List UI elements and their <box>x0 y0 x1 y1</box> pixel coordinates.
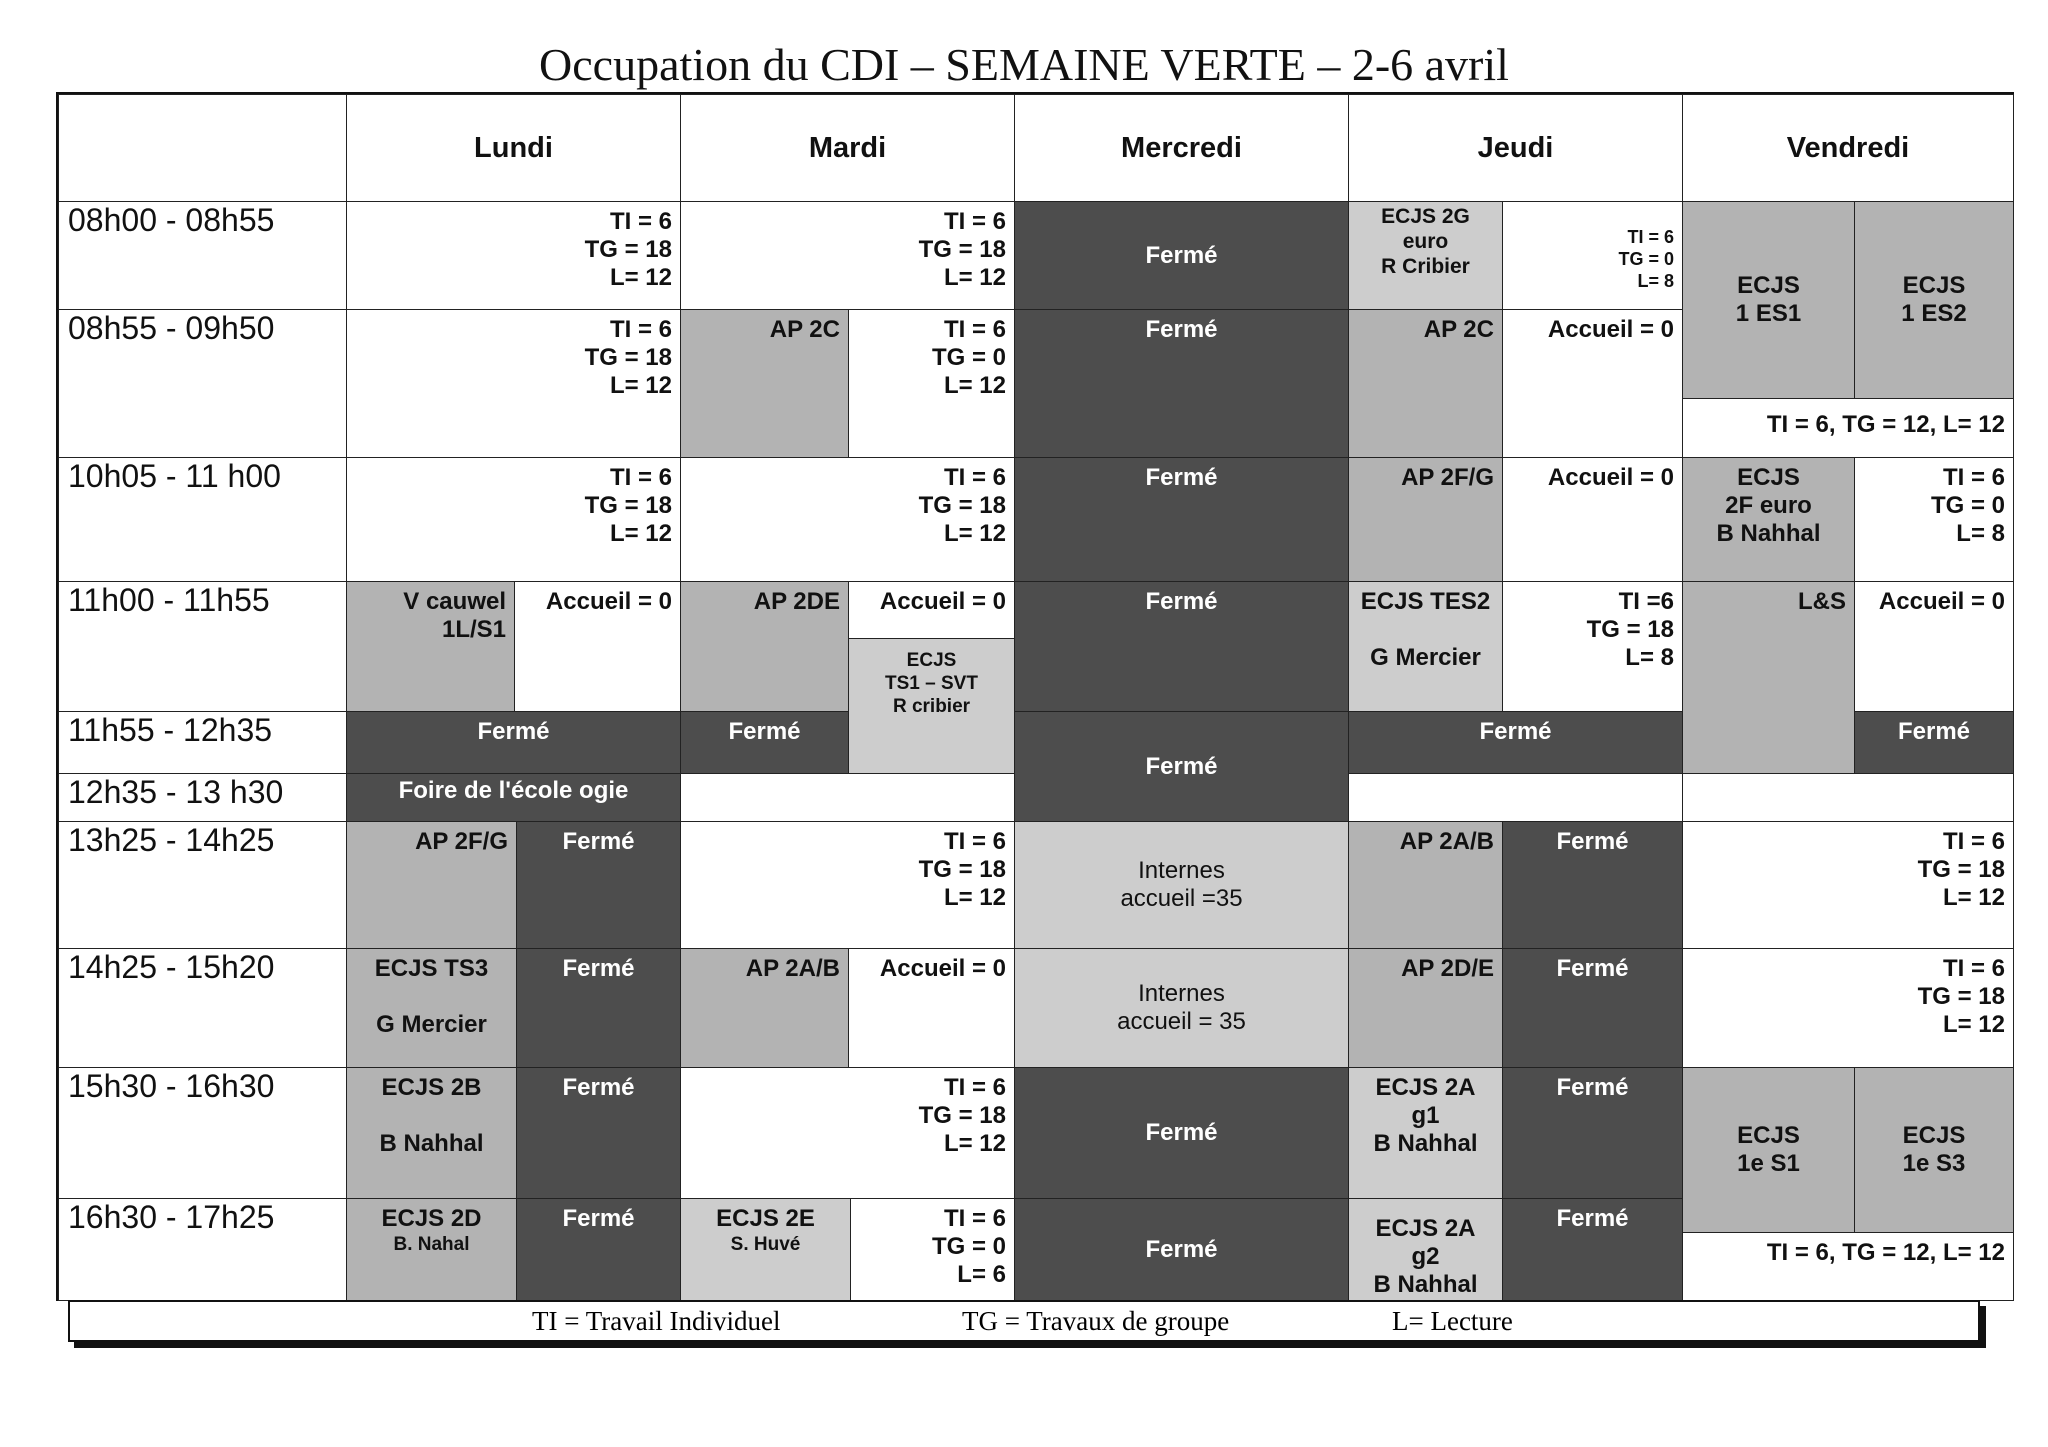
class-text: ECJS TS3 G Mercier <box>374 955 489 1038</box>
vendredi-slot-3-class <box>1682 457 1855 582</box>
ferme-text: Fermé <box>1897 718 1971 745</box>
schedule-table <box>56 92 2014 1301</box>
vendredi-slot-1-class-b <box>1854 201 2014 399</box>
lundi-slot-6-foire <box>346 773 681 822</box>
lundi-slot-10-ferme <box>516 1198 681 1301</box>
mercredi-slot-5-ferme <box>1014 711 1349 822</box>
ferme-text: Fermé <box>728 718 801 745</box>
jeudi-slot-3-class <box>1348 457 1503 582</box>
class-text: ECJS 2B B Nahhal <box>379 1074 484 1157</box>
occupancy-text: TI = 6 TG = 18 L= 12 <box>918 208 1006 291</box>
ferme-text: Fermé <box>1556 828 1629 855</box>
class-text: AP 2F/G <box>1401 464 1494 491</box>
vendredi-slot-1-class-a <box>1682 201 1855 399</box>
lundi-slot-5-ferme <box>346 711 681 774</box>
class-text: ECJS 2G euro R Cribier <box>1381 205 1470 278</box>
vendredi-slot-10-occupancy <box>1682 1232 2014 1301</box>
lundi-slot-7-ferme <box>516 821 681 949</box>
mercredi-slot-7-internes <box>1014 821 1349 949</box>
day-header-mardi: Mardi <box>680 94 1015 202</box>
jeudi-slot-1-occupancy <box>1502 201 1683 310</box>
vendredi-slot-6-empty <box>1682 773 2014 822</box>
class-text: ECJS 1e S3 <box>1902 1122 1966 1177</box>
mercredi-slot-9-ferme <box>1014 1067 1349 1199</box>
time-slot: 12h35 - 13 h30 <box>58 773 347 822</box>
mercredi-slot-8-internes <box>1014 948 1349 1068</box>
jeudi-slot-9-class <box>1348 1067 1503 1199</box>
lundi-slot-4-class <box>346 581 515 712</box>
class-text: AP 2D/E <box>1401 955 1494 982</box>
lundi-slot-9-ferme <box>516 1067 681 1199</box>
jeudi-slot-7-ferme <box>1502 821 1683 949</box>
time-slot: 13h25 - 14h25 <box>58 821 347 949</box>
class-text: ECJS 1 ES1 <box>1735 272 1802 327</box>
time-slot: 16h30 - 17h25 <box>58 1198 347 1301</box>
mardi-slot-9 <box>680 1067 1015 1199</box>
vendredi-slot-3-occupancy <box>1854 457 2014 582</box>
class-text: ECJS TES2 G Mercier <box>1360 588 1491 671</box>
class-text: ECJS TS1 – SVT R cribier <box>885 650 978 717</box>
occupancy-text: TI = 6 TG = 18 L= 12 <box>918 1074 1006 1157</box>
mardi-slot-8-class <box>680 948 849 1068</box>
internes-text: Internes accueil = 35 <box>1117 980 1246 1035</box>
legend-ti: TI = Travail Individuel <box>532 1306 781 1336</box>
jeudi-slot-5-ferme <box>1348 711 1683 774</box>
occupancy-text: TI = 6 TG = 18 L= 12 <box>918 828 1006 911</box>
ferme-text: Fermé <box>477 718 550 745</box>
ferme-text: Fermé <box>562 1205 635 1232</box>
vendredi-slot-5-ferme <box>1854 711 2014 774</box>
class-text: AP 2C <box>769 316 840 343</box>
ferme-text: Fermé <box>1145 588 1218 615</box>
mardi-slot-4-class <box>680 581 849 712</box>
ferme-text: Fermé <box>1556 1205 1629 1232</box>
class-text: ECJS 2A g2 B Nahhal <box>1373 1215 1478 1298</box>
lundi-slot-9-class <box>346 1067 517 1199</box>
jeudi-slot-1-class <box>1348 201 1503 310</box>
occupancy-text: TI = 6, TG = 12, L= 12 <box>1766 1239 2005 1266</box>
jeudi-slot-10-ferme <box>1502 1198 1683 1301</box>
occupancy-text: TI = 6 TG = 0 L= 8 <box>1930 464 2005 547</box>
mercredi-slot-3-ferme <box>1014 457 1349 582</box>
occupancy-text: TI = 6 TG = 18 L= 12 <box>584 316 672 399</box>
time-slot: 14h25 - 15h20 <box>58 948 347 1068</box>
mercredi-slot-2-ferme <box>1014 309 1349 458</box>
vendredi-slot-8 <box>1682 948 2014 1068</box>
ferme-text: Fermé <box>1479 718 1552 745</box>
event-text: Foire de l'école ogie <box>398 777 629 804</box>
time-slot: 11h00 - 11h55 <box>58 581 347 712</box>
mercredi-slot-10-ferme <box>1014 1198 1349 1301</box>
ferme-text: Fermé <box>562 828 635 855</box>
lundi-slot-10-class <box>346 1198 517 1301</box>
mercredi-slot-4-ferme <box>1014 581 1349 712</box>
legend-l: L= Lecture <box>1392 1306 1513 1336</box>
time-slot: 08h55 - 09h50 <box>58 309 347 458</box>
mardi-slot-10-occupancy <box>850 1198 1015 1301</box>
ferme-text: Fermé <box>562 1074 635 1101</box>
legend-tg: TG = Travaux de groupe <box>962 1306 1230 1336</box>
occupancy-text: TI = 6 TG = 18 L= 12 <box>918 464 1006 547</box>
ferme-text: Fermé <box>1145 241 1218 269</box>
jeudi-slot-10-class <box>1348 1198 1503 1301</box>
day-header-mercredi: Mercredi <box>1014 94 1349 202</box>
class-text: ECJS 1e S1 <box>1737 1122 1800 1177</box>
legend-box <box>68 1300 1980 1342</box>
lundi-slot-3 <box>346 457 681 582</box>
mercredi-slot-1-ferme <box>1014 201 1349 310</box>
time-slot: 08h00 - 08h55 <box>58 201 347 310</box>
vendredi-slot-7 <box>1682 821 2014 949</box>
occupancy-text: TI = 6 TG = 0 L= 8 <box>1618 227 1674 291</box>
jeudi-slot-4-class <box>1348 581 1503 712</box>
class-text: AP 2A/B <box>745 955 840 982</box>
mardi-slot-2-class <box>680 309 849 458</box>
jeudi-slot-6-empty <box>1348 773 1683 822</box>
day-header-lundi: Lundi <box>346 94 681 202</box>
ferme-text: Fermé <box>1145 1235 1218 1263</box>
mardi-slot-10-class <box>680 1198 851 1301</box>
occupancy-text: TI = 6 TG = 18 L= 12 <box>584 464 672 547</box>
day-header-jeudi: Jeudi <box>1348 94 1683 202</box>
jeudi-slot-2-accueil <box>1502 309 1683 458</box>
jeudi-slot-8-class <box>1348 948 1503 1068</box>
time-slot: 10h05 - 11 h00 <box>58 457 347 582</box>
occupancy-text: TI = 6 TG = 0 L= 6 <box>931 1205 1006 1288</box>
mardi-slot-1 <box>680 201 1015 310</box>
ferme-text: Fermé <box>1145 752 1218 780</box>
mardi-slot-2-occupancy <box>848 309 1015 458</box>
vendredi-slot-2-occupancy <box>1682 398 2014 458</box>
lundi-slot-2 <box>346 309 681 458</box>
day-header-vendredi: Vendredi <box>1682 94 2014 202</box>
vendredi-slot-4-ls <box>1682 581 1855 774</box>
accueil-text: Accueil = 0 <box>545 588 672 615</box>
jeudi-slot-8-ferme <box>1502 948 1683 1068</box>
teacher-text: S. Huvé <box>730 1234 801 1255</box>
jeudi-slot-2-class <box>1348 309 1503 458</box>
mardi-slot-7 <box>680 821 1015 949</box>
accueil-text: Accueil = 0 <box>1547 316 1674 343</box>
occupancy-text: TI = 6 TG = 18 L= 12 <box>1917 955 2005 1038</box>
teacher-text: B. Nahal <box>393 1234 470 1255</box>
class-text: ECJS 2D <box>381 1205 482 1232</box>
occupancy-text: TI = 6, TG = 12, L= 12 <box>1766 411 2005 438</box>
class-text: AP 2DE <box>753 588 840 615</box>
time-slot: 11h55 - 12h35 <box>58 711 347 774</box>
mardi-slot-4-ecjs <box>848 638 1015 774</box>
occupancy-text: TI = 6 TG = 18 L= 12 <box>584 208 672 291</box>
mardi-slot-3 <box>680 457 1015 582</box>
ferme-text: Fermé <box>1145 316 1218 343</box>
time-slot: 15h30 - 16h30 <box>58 1067 347 1199</box>
accueil-text: Accueil = 0 <box>1878 588 2005 615</box>
jeudi-slot-4-occupancy <box>1502 581 1683 712</box>
internes-text: Internes accueil =35 <box>1120 857 1243 912</box>
ferme-text: Fermé <box>1145 464 1218 491</box>
vendredi-slot-9-class-a <box>1682 1067 1855 1233</box>
jeudi-slot-3-accueil <box>1502 457 1683 582</box>
ferme-text: Fermé <box>562 955 635 982</box>
ferme-text: Fermé <box>1145 1119 1218 1146</box>
accueil-text: Accueil = 0 <box>879 955 1006 982</box>
lundi-slot-8-ferme <box>516 948 681 1068</box>
ferme-text: Fermé <box>1556 1074 1629 1101</box>
occupancy-text: TI = 6 TG = 18 L= 12 <box>1917 828 2005 911</box>
lundi-slot-8-class <box>346 948 517 1068</box>
vendredi-slot-4-accueil <box>1854 581 2014 712</box>
class-text: ECJS 1 ES2 <box>1901 272 1967 327</box>
class-text: AP 2A/B <box>1399 828 1494 855</box>
mardi-slot-8-accueil <box>848 948 1015 1068</box>
vendredi-slot-9-class-b <box>1854 1067 2014 1233</box>
class-text: ECJS 2E <box>716 1205 815 1232</box>
header-corner-cell <box>58 94 347 202</box>
accueil-text: Accueil = 0 <box>879 588 1006 615</box>
page-title: Occupation du CDI – SEMAINE VERTE – 2-6 avril <box>539 39 1509 90</box>
jeudi-slot-9-ferme <box>1502 1067 1683 1199</box>
ferme-text: Fermé <box>1556 955 1629 982</box>
mardi-slot-5-ferme <box>680 711 849 774</box>
class-text: L&S <box>1798 588 1846 615</box>
class-text: AP 2C <box>1423 316 1494 343</box>
accueil-text: Accueil = 0 <box>1547 464 1674 491</box>
occupancy-text: TI =6 TG = 18 L= 8 <box>1586 588 1674 671</box>
mardi-slot-4-accueil <box>848 581 1015 639</box>
lundi-slot-7-class <box>346 821 517 949</box>
class-text: ECJS 2A g1 B Nahhal <box>1373 1074 1478 1157</box>
mardi-slot-6-empty <box>680 773 1015 822</box>
class-text: AP 2F/G <box>415 828 508 855</box>
occupancy-text: TI = 6 TG = 0 L= 12 <box>931 316 1006 399</box>
class-text: V cauwel 1L/S1 <box>403 588 506 643</box>
class-text: ECJS 2F euro B Nahhal <box>1716 464 1821 547</box>
lundi-slot-1 <box>346 201 681 310</box>
jeudi-slot-7-class <box>1348 821 1503 949</box>
lundi-slot-4-accueil <box>514 581 681 712</box>
